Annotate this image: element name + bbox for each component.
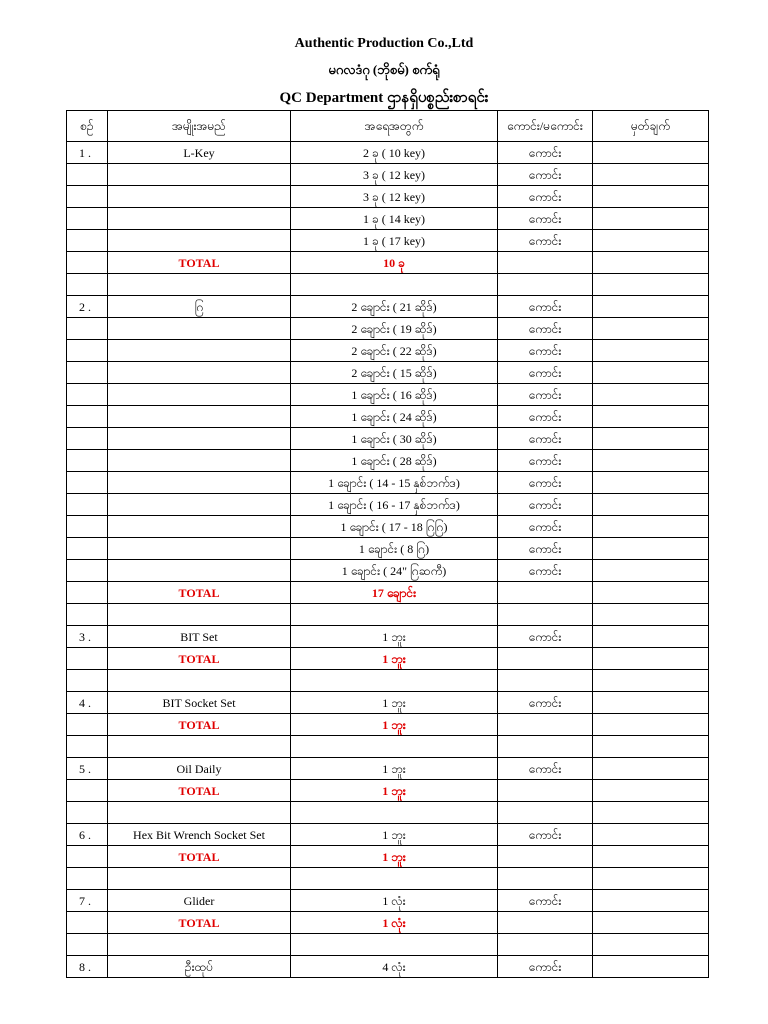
condition: ကောင်း — [498, 428, 593, 450]
condition — [498, 670, 593, 692]
item-name: BIT Set — [108, 626, 291, 648]
item-name — [108, 274, 291, 296]
row-no — [67, 934, 108, 956]
condition — [498, 604, 593, 626]
row-no: 8 . — [67, 956, 108, 978]
quantity: 2 ချောင်း ( 21 ဆိုဒ်) — [291, 296, 498, 318]
condition: ကောင်း — [498, 296, 593, 318]
item-name — [108, 450, 291, 472]
table-row — [67, 912, 709, 934]
table-row — [67, 428, 709, 450]
item-name: Hex Bit Wrench Socket Set — [108, 824, 291, 846]
condition — [498, 736, 593, 758]
item-name — [108, 208, 291, 230]
inventory-table — [66, 110, 709, 978]
item-name — [108, 230, 291, 252]
table-row — [67, 252, 709, 274]
item-name: BIT Socket Set — [108, 692, 291, 714]
total-value: 1 ဘူး — [291, 648, 498, 670]
quantity — [291, 868, 498, 890]
row-no — [67, 450, 108, 472]
quantity: 1 ချောင်း ( 17 - 18 ဂြဂြ) — [291, 516, 498, 538]
total-label: TOTAL — [108, 912, 291, 934]
total-value: 10 ခု — [291, 252, 498, 274]
remarks — [593, 538, 709, 560]
condition: ကောင်း — [498, 692, 593, 714]
condition: ကောင်း — [498, 560, 593, 582]
table-row — [67, 824, 709, 846]
condition: ကောင်း — [498, 450, 593, 472]
quantity: 1 ခု ( 14 key) — [291, 208, 498, 230]
total-value: 17 ချောင်း — [291, 582, 498, 604]
row-no — [67, 868, 108, 890]
condition: ကောင်း — [498, 164, 593, 186]
department-title: QC Department ဌာနရှိပစ္စည်းစာရင်း — [279, 90, 489, 106]
item-name — [108, 472, 291, 494]
remarks — [593, 582, 709, 604]
table-row — [67, 340, 709, 362]
total-value: 1 ဘူး — [291, 846, 498, 868]
row-no — [67, 186, 108, 208]
row-no — [67, 230, 108, 252]
row-no — [67, 714, 108, 736]
table-row — [67, 494, 709, 516]
table-row — [67, 450, 709, 472]
item-name — [108, 340, 291, 362]
row-no — [67, 318, 108, 340]
row-no — [67, 252, 108, 274]
row-no — [67, 538, 108, 560]
remarks — [593, 956, 709, 978]
condition: ကောင်း — [498, 494, 593, 516]
remarks — [593, 934, 709, 956]
condition: ကောင်း — [498, 472, 593, 494]
item-name — [108, 868, 291, 890]
row-no — [67, 406, 108, 428]
remarks — [593, 516, 709, 538]
table-row — [67, 692, 709, 714]
item-name — [108, 406, 291, 428]
remarks — [593, 670, 709, 692]
condition — [498, 648, 593, 670]
remarks — [593, 692, 709, 714]
row-no — [67, 362, 108, 384]
quantity — [291, 802, 498, 824]
total-label: TOTAL — [108, 582, 291, 604]
col-header-name: အမျိုးအမည် — [108, 111, 291, 142]
row-no: 1 . — [67, 142, 108, 164]
remarks — [593, 846, 709, 868]
condition: ကောင်း — [498, 230, 593, 252]
condition — [498, 714, 593, 736]
quantity: 1 ချောင်း ( 14 - 15 နှစ်ဘက်ဒ) — [291, 472, 498, 494]
condition — [498, 252, 593, 274]
table-row — [67, 956, 709, 978]
quantity — [291, 736, 498, 758]
remarks — [593, 780, 709, 802]
item-name — [108, 186, 291, 208]
item-name — [108, 494, 291, 516]
row-no: 2 . — [67, 296, 108, 318]
table-row — [67, 384, 709, 406]
condition — [498, 846, 593, 868]
table-row — [67, 670, 709, 692]
quantity: 2 ချောင်း ( 15 ဆိုဒ်) — [291, 362, 498, 384]
item-name: L-Key — [108, 142, 291, 164]
quantity: 1 ချောင်း ( 30 ဆိုဒ်) — [291, 428, 498, 450]
quantity: 1 ချောင်း ( 16 - 17 နှစ်ဘက်ဒ) — [291, 494, 498, 516]
table-row — [67, 230, 709, 252]
remarks — [593, 274, 709, 296]
total-label: TOTAL — [108, 714, 291, 736]
condition: ကောင်း — [498, 208, 593, 230]
condition: ကောင်း — [498, 956, 593, 978]
table-row — [67, 714, 709, 736]
quantity: 1 ချောင်း ( 16 ဆိုဒ်) — [291, 384, 498, 406]
table-row — [67, 604, 709, 626]
condition — [498, 934, 593, 956]
item-name — [108, 934, 291, 956]
quantity: 1 ဘူး — [291, 626, 498, 648]
remarks — [593, 384, 709, 406]
table-row — [67, 868, 709, 890]
remarks — [593, 318, 709, 340]
table-row — [67, 208, 709, 230]
remarks — [593, 450, 709, 472]
table-row — [67, 164, 709, 186]
remarks — [593, 868, 709, 890]
remarks — [593, 340, 709, 362]
remarks — [593, 472, 709, 494]
remarks — [593, 406, 709, 428]
remarks — [593, 758, 709, 780]
table-row — [67, 406, 709, 428]
table-row — [67, 648, 709, 670]
table-row — [67, 582, 709, 604]
table-row — [67, 538, 709, 560]
quantity — [291, 274, 498, 296]
condition — [498, 582, 593, 604]
quantity: 1 ဘူး — [291, 758, 498, 780]
table-row — [67, 516, 709, 538]
remarks — [593, 428, 709, 450]
row-no: 3 . — [67, 626, 108, 648]
row-no — [67, 582, 108, 604]
condition: ကောင်း — [498, 516, 593, 538]
quantity — [291, 670, 498, 692]
quantity: 2 ခု ( 10 key) — [291, 142, 498, 164]
quantity: 2 ချောင်း ( 22 ဆိုဒ်) — [291, 340, 498, 362]
item-name — [108, 318, 291, 340]
row-no — [67, 472, 108, 494]
row-no — [67, 164, 108, 186]
row-no — [67, 516, 108, 538]
condition — [498, 802, 593, 824]
item-name: ဦးထုပ် — [108, 956, 291, 978]
condition: ကောင်း — [498, 824, 593, 846]
row-no — [67, 648, 108, 670]
remarks — [593, 230, 709, 252]
condition: ကောင်း — [498, 384, 593, 406]
remarks — [593, 186, 709, 208]
remarks — [593, 252, 709, 274]
row-no: 6 . — [67, 824, 108, 846]
row-no — [67, 846, 108, 868]
remarks — [593, 164, 709, 186]
condition — [498, 912, 593, 934]
quantity — [291, 934, 498, 956]
table-header-row — [67, 111, 709, 142]
quantity: 3 ခု ( 12 key) — [291, 164, 498, 186]
row-no — [67, 912, 108, 934]
remarks — [593, 912, 709, 934]
quantity: 2 ချောင်း ( 19 ဆိုဒ်) — [291, 318, 498, 340]
remarks — [593, 648, 709, 670]
condition — [498, 780, 593, 802]
table-row — [67, 846, 709, 868]
remarks — [593, 824, 709, 846]
table-row — [67, 780, 709, 802]
table-row — [67, 626, 709, 648]
remarks — [593, 142, 709, 164]
remarks — [593, 296, 709, 318]
condition: ကောင်း — [498, 406, 593, 428]
table-row — [67, 362, 709, 384]
quantity: 1 ချောင်း ( 24" ဂြဆကီ) — [291, 560, 498, 582]
remarks — [593, 802, 709, 824]
total-value: 1 ဘူး — [291, 714, 498, 736]
table-row — [67, 296, 709, 318]
remarks — [593, 714, 709, 736]
remarks — [593, 736, 709, 758]
quantity: 1 ချောင်း ( 8 ဂြ) — [291, 538, 498, 560]
row-no: 5 . — [67, 758, 108, 780]
table-row — [67, 934, 709, 956]
item-name: Oil Daily — [108, 758, 291, 780]
item-name — [108, 560, 291, 582]
condition: ကောင်း — [498, 890, 593, 912]
row-no — [67, 494, 108, 516]
quantity: 1 ခု ( 17 key) — [291, 230, 498, 252]
quantity: 1 ချောင်း ( 24 ဆိုဒ်) — [291, 406, 498, 428]
remarks — [593, 494, 709, 516]
remarks — [593, 626, 709, 648]
row-no — [67, 384, 108, 406]
item-name: ဂြ — [108, 296, 291, 318]
table-row — [67, 802, 709, 824]
condition: ကောင်း — [498, 362, 593, 384]
table-row — [67, 890, 709, 912]
condition: ကောင်း — [498, 758, 593, 780]
quantity: 1 ဘူး — [291, 824, 498, 846]
table-row — [67, 736, 709, 758]
row-no — [67, 208, 108, 230]
table-row — [67, 186, 709, 208]
total-label: TOTAL — [108, 846, 291, 868]
quantity: 1 ချောင်း ( 28 ဆိုဒ်) — [291, 450, 498, 472]
remarks — [593, 890, 709, 912]
condition: ကောင်း — [498, 318, 593, 340]
quantity: 3 ခု ( 12 key) — [291, 186, 498, 208]
table-row — [67, 758, 709, 780]
remarks — [593, 604, 709, 626]
factory-subtitle: မဂလဒံဂု (ဘိုစမ်) စက်ရုံ — [328, 62, 440, 77]
table-row — [67, 274, 709, 296]
total-label: TOTAL — [108, 780, 291, 802]
condition: ကောင်း — [498, 142, 593, 164]
row-no: 7 . — [67, 890, 108, 912]
row-no — [67, 560, 108, 582]
condition: ကောင်း — [498, 626, 593, 648]
quantity: 4 လုံး — [291, 956, 498, 978]
condition: ကောင်း — [498, 186, 593, 208]
col-header-quantity: အရေအတွက် — [291, 111, 498, 142]
condition: ကောင်း — [498, 538, 593, 560]
item-name — [108, 670, 291, 692]
quantity: 1 ဘူး — [291, 692, 498, 714]
company-title: Authentic Production Co.,Ltd — [294, 36, 474, 51]
condition: ကောင်း — [498, 340, 593, 362]
row-no — [67, 780, 108, 802]
col-header-condition: ကောင်း/မကောင်း — [498, 111, 593, 142]
total-label: TOTAL — [108, 252, 291, 274]
item-name — [108, 538, 291, 560]
item-name — [108, 604, 291, 626]
condition — [498, 868, 593, 890]
item-name — [108, 384, 291, 406]
item-name — [108, 516, 291, 538]
table-row — [67, 472, 709, 494]
remarks — [593, 362, 709, 384]
condition — [498, 274, 593, 296]
remarks — [593, 208, 709, 230]
col-header-no: စဥ် — [67, 111, 108, 142]
quantity: 1 လုံး — [291, 890, 498, 912]
row-no — [67, 428, 108, 450]
row-no — [67, 604, 108, 626]
remarks — [593, 560, 709, 582]
row-no — [67, 670, 108, 692]
item-name — [108, 164, 291, 186]
item-name: Glider — [108, 890, 291, 912]
table-row — [67, 560, 709, 582]
row-no — [67, 736, 108, 758]
row-no — [67, 340, 108, 362]
total-value: 1 လုံး — [291, 912, 498, 934]
quantity — [291, 604, 498, 626]
row-no: 4 . — [67, 692, 108, 714]
total-value: 1 ဘူး — [291, 780, 498, 802]
item-name — [108, 736, 291, 758]
row-no — [67, 274, 108, 296]
row-no — [67, 802, 108, 824]
item-name — [108, 802, 291, 824]
total-label: TOTAL — [108, 648, 291, 670]
item-name — [108, 428, 291, 450]
table-row — [67, 318, 709, 340]
table-row — [67, 142, 709, 164]
col-header-remarks: မှတ်ချက် — [593, 111, 709, 142]
item-name — [108, 362, 291, 384]
